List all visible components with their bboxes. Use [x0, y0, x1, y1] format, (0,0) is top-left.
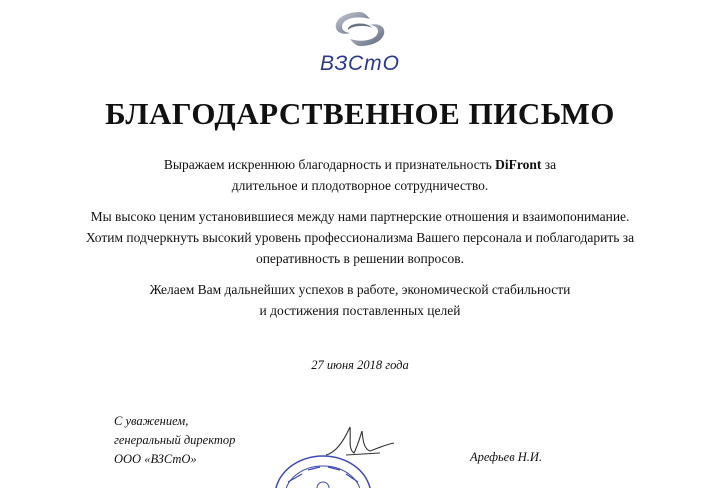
signer-position: генеральный директор: [114, 433, 236, 447]
text-segment: Выражаем искреннюю благодарность и признательность: [163, 157, 496, 172]
signer-name: Арефьев Н.И.: [470, 450, 543, 464]
paragraph-gratitude: [0, 154, 720, 196]
logo-text: ВЗСтО: [320, 52, 400, 75]
letter-title: БЛАГОДАРСТВЕННОЕ ПИСЬМО: [105, 96, 615, 131]
paragraph-line: оперативность в решении вопросов.: [255, 251, 465, 266]
signature-block: [114, 412, 235, 469]
paragraph-wishes: [0, 279, 720, 321]
signer-company: ООО «ВЗСтО»: [114, 452, 197, 466]
swirl-logo-icon: [330, 8, 390, 50]
letter-date: 27 июня 2018 года: [311, 358, 409, 372]
paragraph-line: Желаем Вам дальнейших успехов в работе, экономической стабильности: [149, 282, 571, 297]
paragraph-line: Хотим подчеркнуть высокий уровень профессионализма Вашего персонала и поблагодарить за: [85, 230, 635, 245]
paragraph-appreciation: [0, 206, 720, 269]
company-stamp: [268, 448, 378, 488]
paragraph-line: длительное и плодотворное сотрудничество.: [231, 178, 489, 193]
paragraph-line: Мы высоко ценим установившиеся между нами партнерские отношения и взаимопонимание.: [90, 209, 630, 224]
company-name-bold: DiFront: [495, 157, 542, 172]
paragraph-line: и достижения поставленных целей: [259, 303, 461, 318]
paragraph-line: [0, 154, 720, 175]
text-segment: за: [541, 157, 557, 172]
company-logo: [0, 8, 720, 78]
closing-line: С уважением,: [114, 414, 189, 428]
